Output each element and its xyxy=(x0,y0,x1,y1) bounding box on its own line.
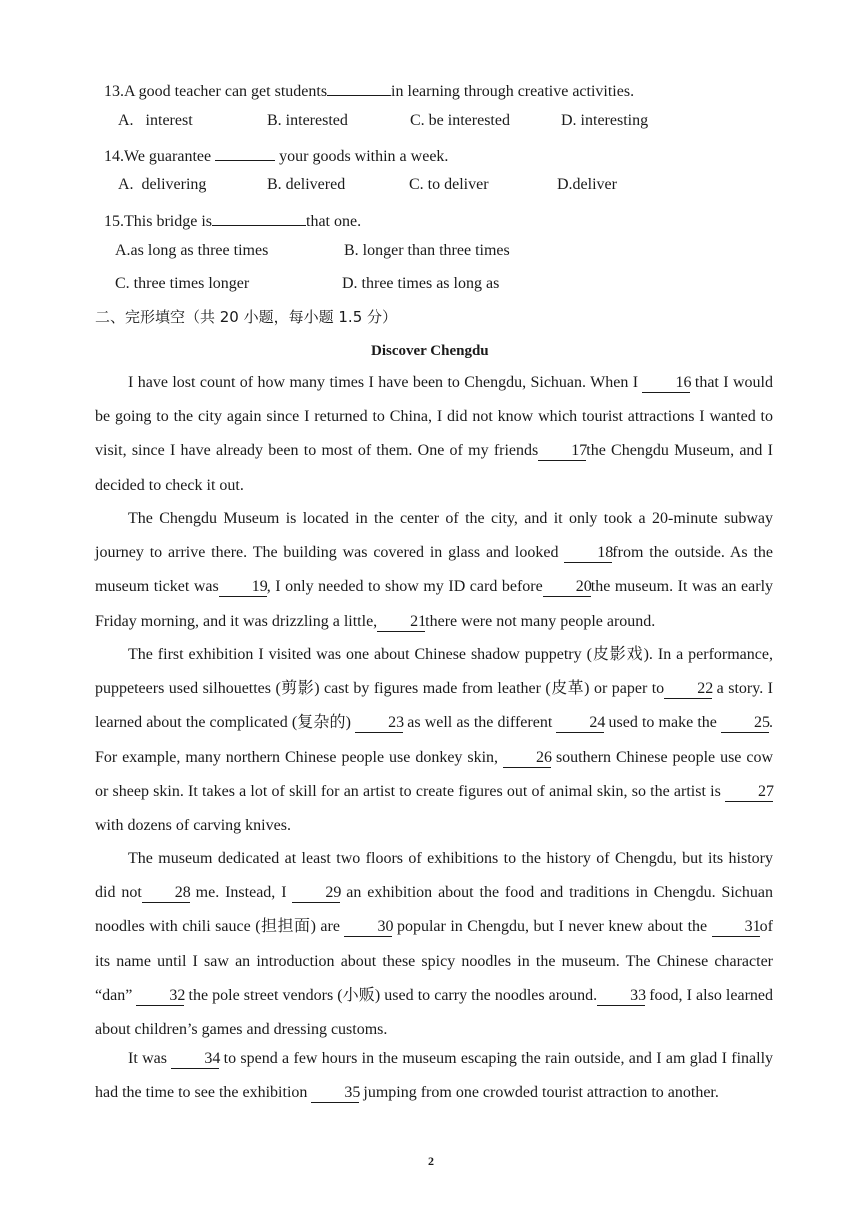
cloze-blank-30: 30 xyxy=(344,919,392,937)
passage-paragraph-3 xyxy=(95,638,773,843)
passage-text: from the outside. As the museum ticket was xyxy=(95,544,773,596)
question-14-stem xyxy=(104,143,448,167)
passage-text: It was xyxy=(128,1050,172,1067)
passage-text: a story. I learned about the complicated (复杂的) xyxy=(95,680,773,732)
option-a: A. interest xyxy=(118,112,193,129)
option-c: C. be interested xyxy=(410,112,510,129)
passage-paragraph-1 xyxy=(95,366,773,503)
passage-text: as well as the different xyxy=(403,714,557,732)
passage-text: southern Chinese people use cow or sheep skin. It takes a lot of skill for an artist to create figures out of animal skin, so the artist is xyxy=(95,748,774,800)
cloze-blank-28: 28 xyxy=(142,885,190,903)
cloze-blank-29: 29 xyxy=(292,885,340,903)
cloze-blank-22: 22 xyxy=(664,681,712,699)
question-stem-before: 15.This bridge is xyxy=(104,213,212,230)
cloze-blank-27: 27 xyxy=(725,784,773,802)
option-a: A.as long as three times xyxy=(115,242,269,259)
question-stem-after: that one. xyxy=(306,213,362,230)
cloze-blank-34: 34 xyxy=(171,1051,219,1069)
cloze-blank-21: 21 xyxy=(377,614,425,632)
passage-text: that I would be going to the city again since I returned to China, I did not know which tourist attractions I wanted to visit, since I have already been to most of them. One of my friends xyxy=(95,374,773,460)
cloze-blank-20: 20 xyxy=(543,579,591,597)
cloze-blank-35: 35 xyxy=(311,1085,359,1103)
section-heading: 二、完形填空（共 20 小题，每小题 1.5 分） xyxy=(95,308,398,326)
cloze-blank-31: 31 xyxy=(712,919,760,937)
question-stem-before: 14.We guarantee xyxy=(104,148,212,165)
cloze-blank-23: 23 xyxy=(355,715,403,733)
answer-blank xyxy=(212,208,306,226)
passage-text: popular in Chengdu, but I never knew about the xyxy=(392,918,712,936)
passage-text: The Chengdu Museum is located in the center of the city, and it only took a 20-minute subway journey to arrive there. The building was covered in glass and looked xyxy=(95,510,773,562)
question-stem-after: your goods within a week. xyxy=(279,148,449,165)
cloze-blank-33: 33 xyxy=(597,988,645,1006)
option-d: D.deliver xyxy=(557,176,617,193)
cloze-blank-17: 17 xyxy=(538,443,586,461)
passage-text: The first exhibition I visited was one about Chinese shadow puppetry (皮影戏). In a performance, puppeteers used silhouettes (剪影) cast by figures made from leather (皮革) or paper to xyxy=(95,646,773,698)
option-d: D. three times as long as xyxy=(342,275,500,292)
passage-text: . For example, many northern Chinese people use donkey skin, xyxy=(95,714,773,766)
cloze-blank-26: 26 xyxy=(503,750,551,768)
question-13-stem xyxy=(104,78,634,102)
passage-text: used to make the xyxy=(604,714,721,732)
passage-text: jumping from one crowded tourist attraction to another. xyxy=(359,1084,719,1102)
passage-text: food, I also learned about children’s games and dressing customs. xyxy=(95,986,773,1039)
passage-text: to spend a few hours in the museum escaping the rain outside, and I am glad I finally had the time to see the exhibition xyxy=(95,1050,774,1102)
cloze-blank-32: 32 xyxy=(136,988,184,1006)
question-15-stem xyxy=(104,208,361,232)
answer-blank xyxy=(327,78,391,96)
passage-text: me. Instead, I xyxy=(189,884,293,902)
passage-text: the museum. It was an early Friday morning, and it was drizzling a little, xyxy=(95,578,774,630)
option-b: B. interested xyxy=(267,112,348,129)
passage-text: an exhibition about the food and traditions in Chengdu. Sichuan noodles with chili sauce (担担面) are xyxy=(95,884,774,936)
passage-text: I have lost count of how many times I have been to Chengdu, Sichuan. When I xyxy=(128,374,643,391)
option-d: D. interesting xyxy=(561,112,649,129)
answer-blank xyxy=(215,143,275,161)
passage-text: of its name until I saw an introduction about these spicy noodles in the museum. The Chinese character “dan” xyxy=(95,918,773,1004)
passage-title: Discover Chengdu xyxy=(371,343,489,359)
cloze-blank-25: 25 xyxy=(721,715,769,733)
question-stem-after: in learning through creative activities. xyxy=(391,83,635,100)
passage-text: The museum dedicated at least two floors of exhibitions to the history of Chengdu, but its history did not xyxy=(95,850,773,902)
passage-text: with dozens of carving knives. xyxy=(95,817,291,835)
cloze-blank-18: 18 xyxy=(564,545,612,563)
cloze-blank-16: 16 xyxy=(642,375,690,393)
page-number: 2 xyxy=(428,1154,434,1168)
cloze-blank-19: 19 xyxy=(219,579,267,597)
question-stem-before: 13.A good teacher can get students xyxy=(104,83,328,100)
option-b: B. longer than three times xyxy=(344,242,510,259)
passage-paragraph-4 xyxy=(95,842,773,1047)
cloze-blank-24: 24 xyxy=(556,715,604,733)
passage-text: , I only needed to show my ID card before xyxy=(266,578,543,596)
option-c: C. to deliver xyxy=(409,176,489,193)
option-b: B. delivered xyxy=(267,176,346,193)
passage-paragraph-5 xyxy=(95,1042,773,1110)
passage-text: the Chengdu Museum, and I decided to check it out. xyxy=(95,442,773,494)
passage-text: there were not many people around. xyxy=(425,612,656,630)
option-a: A. delivering xyxy=(118,176,207,193)
passage-paragraph-2 xyxy=(95,502,773,639)
option-c: C. three times longer xyxy=(115,275,250,292)
passage-text: the pole street vendors (小贩) used to carry the noodles around. xyxy=(184,986,598,1004)
